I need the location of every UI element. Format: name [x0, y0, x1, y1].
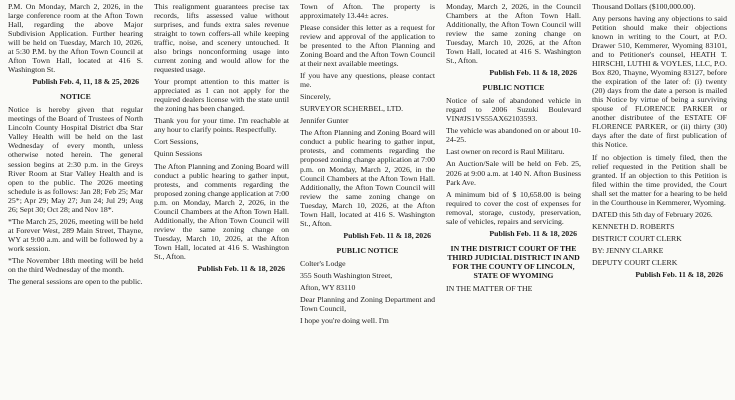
notice-paragraph: A minimum bid of $ 10,658.00 is being required to cover the cost of expenses for removal, storage, custody, preservation, sale of vehicles, repairs and servicing.	[446, 189, 581, 226]
notice-paragraph: I hope you're doing well. I'm	[300, 315, 389, 325]
notice-heading: PUBLIC NOTICE	[336, 245, 399, 255]
notice-line: SURVEYOR SCHERBEL, LTD.	[300, 104, 404, 114]
notice-line: Cort Sessions,	[154, 137, 199, 147]
news-column-1	[8, 2, 143, 400]
notice-paragraph: If you have any questions, please contact me.	[300, 71, 435, 90]
notice-paragraph: Monday, March 2, 2026, in the Council Chambers at the Afton Town Hall. Additionally, the Afton Town Council will review the same zoning change on Tuesday, March 10, 2026, at the Afton Town Hall, located at 416 S. Washington St., Afton.	[446, 2, 581, 66]
notice-heading: NOTICE	[60, 92, 91, 102]
publish-date-line: Publish Feb. 11 & 18, 2026	[343, 230, 431, 240]
notice-line: Sincerely,	[300, 92, 331, 102]
notice-paragraph: *The March 25, 2026, meeting will be held at Forever West, 289 Main Street, Thayne, WY at 9:00 a.m. and will be followed by a work session.	[8, 216, 143, 253]
publish-date-line: Publish Feb. 11 & 18, 2026	[635, 269, 723, 279]
notice-paragraph: If no objection is timely filed, then the relief requested in the Petition shall be granted. If an objection to this Petition is filed within the time provided, the Court shall set the matter for a hearing to be held in the Courthouse in Kemmerer, Wyoming.	[592, 152, 727, 207]
notice-line: BY: JENNY CLARKE	[592, 245, 664, 255]
notice-paragraph: DATED this 5th day of February 2026.	[592, 209, 713, 219]
notice-line: Quinn Sessions	[154, 149, 203, 159]
news-column-3	[300, 2, 435, 400]
notice-paragraph: This realignment guarantees precise tax records, lifts assessed value without surprises, and funds extra sales revenue straight to town coffers-all while keeping traffic, noise, and scenery untouched. It also brings nonconforming usage into current zoning and would allow for the requested usage.	[154, 2, 289, 75]
notice-line: DISTRICT COURT CLERK	[592, 233, 682, 243]
news-column-5	[592, 2, 727, 400]
notice-paragraph: The Afton Planning and Zoning Board will conduct a public hearing to gather input, protests, and comments regarding the proposed zoning change application at 7:00 p.m. on Monday, March 2, 2026, in the Council Chambers at the Afton Town Hall. Additionally, the Afton Town Council will review the same zoning change on Tuesday, March 10, 2026, at the Afton Town Hall, located at 416 S. Washington St., Afton.	[300, 128, 435, 228]
notice-heading: PUBLIC NOTICE	[482, 83, 545, 93]
notice-paragraph: Last owner on record is Raul Militaru.	[446, 147, 565, 157]
notice-paragraph: P.M. On Monday, March 2, 2026, in the large conference room at the Afton Town Hall, regarding the above Major Subdivision Application. Further hearing will be held on Tuesday, March 10, 2026, at 5:30 P.M. by the Afton Town Council at Afton Town Hall, located at 416 S. Washington St.	[8, 2, 143, 75]
notice-paragraph: Any persons having any objections to said Petition should make their objections known in writing to the Court, at P.O. Drawer 510, Kemmerer, Wyoming 83101, and to Petitioner's counsel, HEATH T. HIRSCHI, LUTHI & VOYLES, LLC, P.O. Box 820, Thayne, Wyoming 83127, before the expiration of the later of: (i) twenty (20) days from the date a person is mailed this Notice by virtue of being a surviving spouse of FLORENCE PARKER or another distributee of the ESTATE OF FLORENCE PARKER, or (ii) thirty (30) days after the date of first publication of this Notice.	[592, 14, 727, 150]
notice-paragraph: Your prompt attention to this matter is appreciated as I can not apply for the required dealers license with the state until the zoning has been changed.	[154, 77, 289, 114]
notice-paragraph: The general sessions are open to the public.	[8, 276, 143, 286]
notice-line: 355 South Washington Street,	[300, 270, 393, 280]
notice-paragraph: Thank you for your time. I'm reachable at any hour to clarify points. Respectfully.	[154, 116, 289, 135]
notice-line: Jennifer Gunter	[300, 116, 349, 126]
news-column-4	[446, 2, 581, 400]
notice-line: IN THE MATTER OF THE	[446, 283, 533, 293]
notice-paragraph: The vehicle was abandoned on or about 10-24-25.	[446, 126, 581, 145]
publish-date-line: Publish Feb. 11 & 18, 2026	[197, 263, 285, 273]
notice-heading: IN THE DISTRICT COURT OF THE THIRD JUDICIAL DISTRICT IN AND FOR THE COUNTY OF LINCOLN, STATE OF WYOMING	[447, 243, 580, 280]
publish-date-line: Publish Feb. 4, 11, 18 & 25, 2026	[32, 77, 139, 87]
notice-paragraph: *The November 18th meeting will be held on the third Wednesday of the month.	[8, 255, 143, 274]
notice-paragraph: Please consider this letter as a request for review and approval of the application to be presented to the Afton Planning and Zoning Board and the Afton Town Council at their next available meetings.	[300, 23, 435, 69]
notice-line: Colter's Lodge	[300, 258, 346, 268]
notice-line: Afton, WY 83110	[300, 282, 356, 292]
notice-paragraph: Town of Afton. The property is approximately 13.44± acres.	[300, 2, 435, 21]
publish-date-line: Publish Feb. 11 & 18, 2026	[489, 68, 577, 78]
notice-paragraph: Notice of sale of abandoned vehicle in regard to 2006 Suzuki Boulevard VIN#JS1VS55AX62103593.	[446, 96, 581, 124]
notice-paragraph: An Auction/Sale will be held on Feb. 25, 2026 at 9:00 a.m. at 140 N. Afton Business Park Ave.	[446, 159, 581, 187]
notice-paragraph: The Afton Planning and Zoning Board will conduct a public hearing to gather input, protests, and comments regarding the proposed zoning change application at 7:00 p.m. on Monday, March 2, 2026, in the Council Chambers at the Afton Town Hall. Additionally, the Afton Town Council will review the same zoning change on Tuesday, March 10, 2026, at the Afton Town Hall, located at 416 S. Washington St., Afton.	[154, 161, 289, 261]
notice-paragraph: Thousand Dollars ($100,000.00).	[592, 2, 696, 11]
notice-line: KENNETH D. ROBERTS	[592, 221, 675, 231]
notice-line: DEPUTY COURT CLERK	[592, 257, 678, 267]
news-column-2	[154, 2, 289, 400]
notice-paragraph: Notice is hereby given that regular meetings of the Board of Trustees of North Lincoln County Hospital District dba Star Valley Health will be held on the last Wednesday of every month, unless otherwise noted herein. The general session begins at 2:30 p.m. in the Greys River Room at Star Valley Health and is open to the public. The 2026 meeting schedule is as follows: Jan 28; Feb 25; Mar 25*; Apr 29; May 27; Jun 24; Jul 29; Aug 26; Sept 30; Oct 28; and Nov 18*.	[8, 105, 143, 214]
notice-paragraph: Dear Planning and Zoning Department and Town Council,	[300, 294, 435, 313]
publish-date-line: Publish Feb. 11 & 18, 2026	[489, 228, 577, 238]
